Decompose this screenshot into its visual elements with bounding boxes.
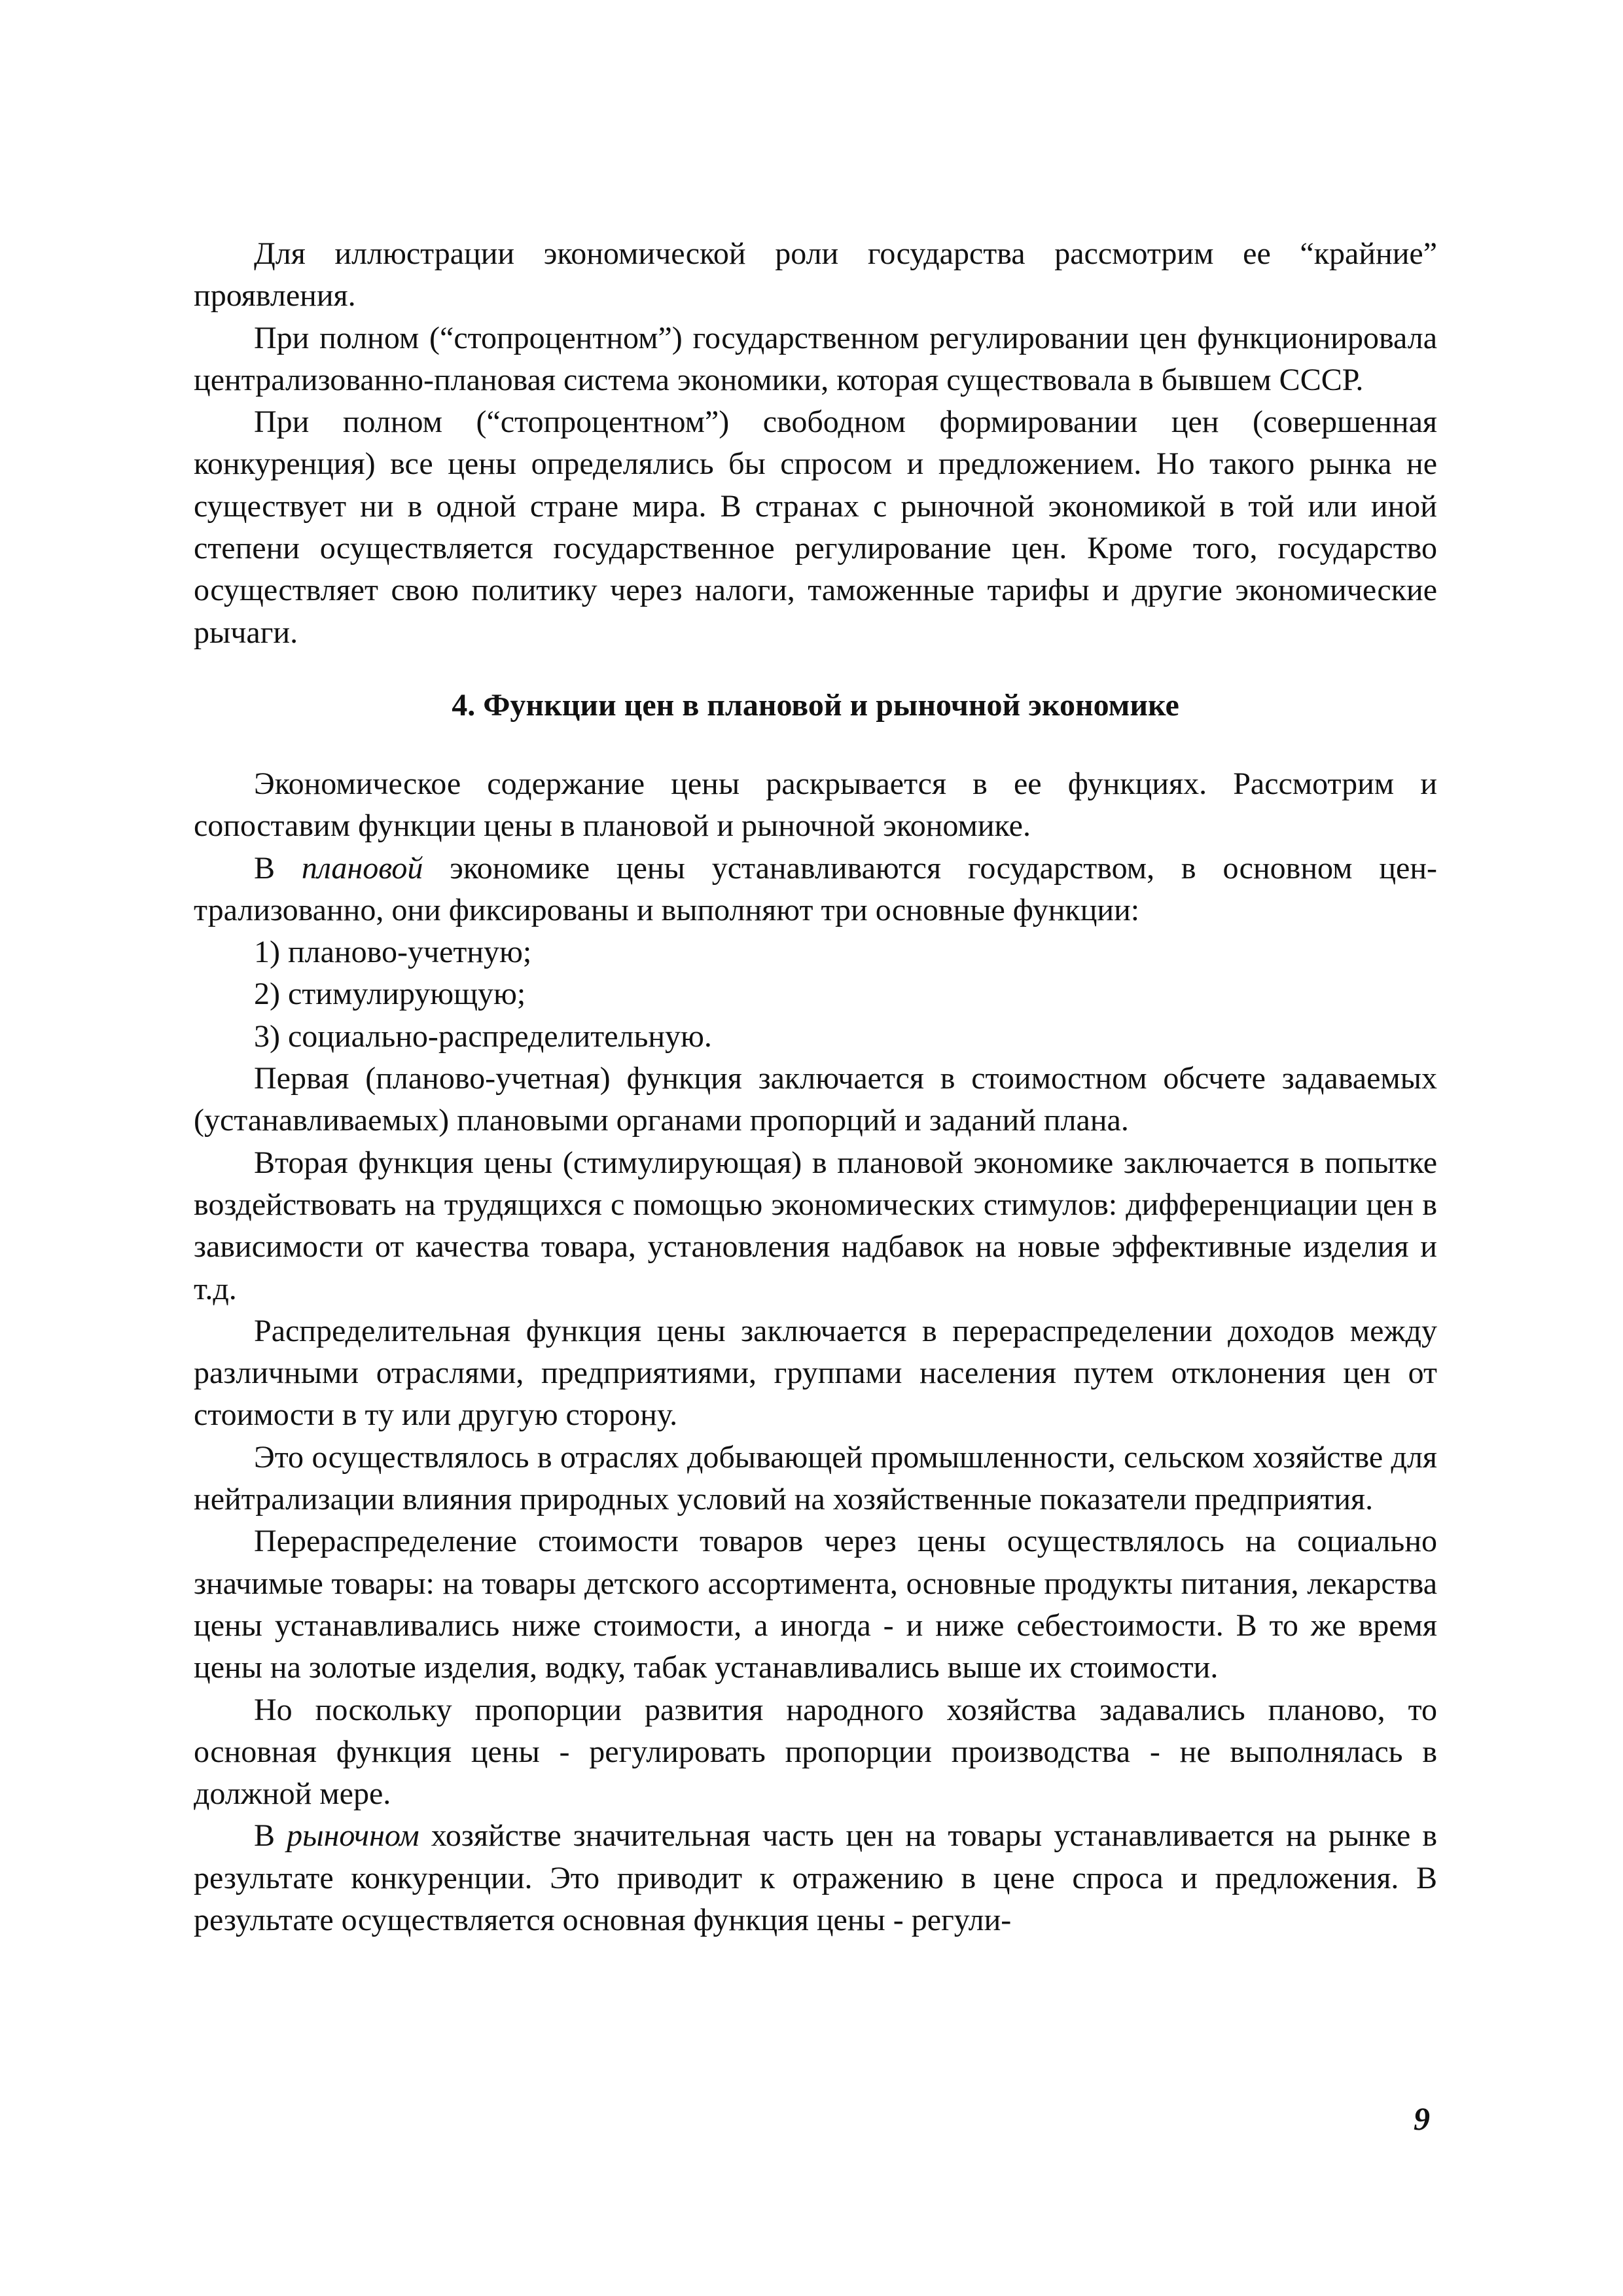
paragraph-state-role: Для иллюстрации экономической роли государства рассмотрим ее “крайние” проявления. <box>194 236 1437 314</box>
market-rest: хозяйстве значительная часть цен на товары устанавливается на рынке в результате конкуренции. Это приводит к отражению в цене спроса и предложения. В результате осуществляется основная функция цены - регули- <box>194 1818 1437 1937</box>
paragraph-first-function: Первая (планово-учетная) функция заключается в стоимостном обсчете задаваемых (устанавливаемых) плановыми органами пропорций и заданий плана. <box>194 1061 1437 1138</box>
page-number: 9 <box>1414 2100 1430 2137</box>
paragraph-intro-functions: Экономическое содержание цены раскрывается в ее функциях. Рассмотрим и сопоставим функции цены в плановой и рыночной экономике. <box>194 766 1437 844</box>
planned-prefix: В <box>254 850 302 886</box>
planned-italic-term: плановой <box>301 850 423 886</box>
market-prefix: В <box>254 1818 287 1854</box>
paragraph-distributive-function: Распределительная функция цены заключается в перераспределении доходов между различными отраслями, предприятиями, группами населения путем отклонения цен от стоимости в ту или другую сторону. <box>194 1313 1437 1433</box>
page-body <box>194 233 1437 1941</box>
paragraph-mining-agriculture: Это осуществлялось в отраслях добывающей промышленности, сельском хозяйстве для нейтрализации влияния природных условий на хозяйственные показатели предприятия. <box>194 1439 1437 1517</box>
list-item-distributive: 3) социально-распределительную. <box>254 1018 712 1054</box>
list-item-planning: 1) планово-учетную; <box>254 935 532 970</box>
paragraph-second-function: Вторая функция цены (стимулирующая) в плановой экономике заключается в попытке воздействовать на трудящихся с помощью экономических стимулов: дифференциации цен в зависимости от качества товара, установления надбавок на новые эффективные изделия и т.д. <box>194 1145 1437 1306</box>
paragraph-planned-economy <box>194 848 1437 932</box>
section-heading: 4. Функции цен в плановой и рыночной экономике <box>452 687 1179 723</box>
planned-rest: экономике цены устанавливаются государством, в основном централизованно, они фиксированы и выполняют три основные функции: <box>194 850 1437 927</box>
paragraph-redistribution: Перераспределение стоимости товаров через цены осуществлялось на социально значимые товары: на товары детского ассортимента, основные продукты питания, лекарства цены устанавливались ниже стоимости, а иногда - и ниже себестоимости. В то же время цены на золотые изделия, водку, табак устанавливались выше их стоимости. <box>194 1524 1437 1685</box>
paragraph-free-pricing: При полном (“стопроцентном”) свободном формировании цен (совершенная конкуренция) все цены определялись бы спросом и предложением. Но такого рынка не существует ни в одной стране мира. В странах с рыночной экономикой в той или иной степени осуществляется государственное регулирование цен. Кроме того, государство осуществляет свою политику через налоги, таможенные тарифы и другие экономические рычаги. <box>194 404 1437 650</box>
paragraph-proportions: Но поскольку пропорции развития народного хозяйства задавались планово, то основная функция цены - регулировать пропорции производства - не выполнялась в должной мере. <box>194 1692 1437 1812</box>
list-item-stimulating: 2) стимулирующую; <box>254 977 526 1012</box>
paragraph-market-economy <box>194 1815 1437 1941</box>
market-italic-term: рыночном <box>287 1818 419 1854</box>
paragraph-full-regulation: При полном (“стопроцентном”) государственном регулировании цен функционировала централизованно-плановая система экономики, которая существовала в бывшем СССР. <box>194 320 1437 397</box>
